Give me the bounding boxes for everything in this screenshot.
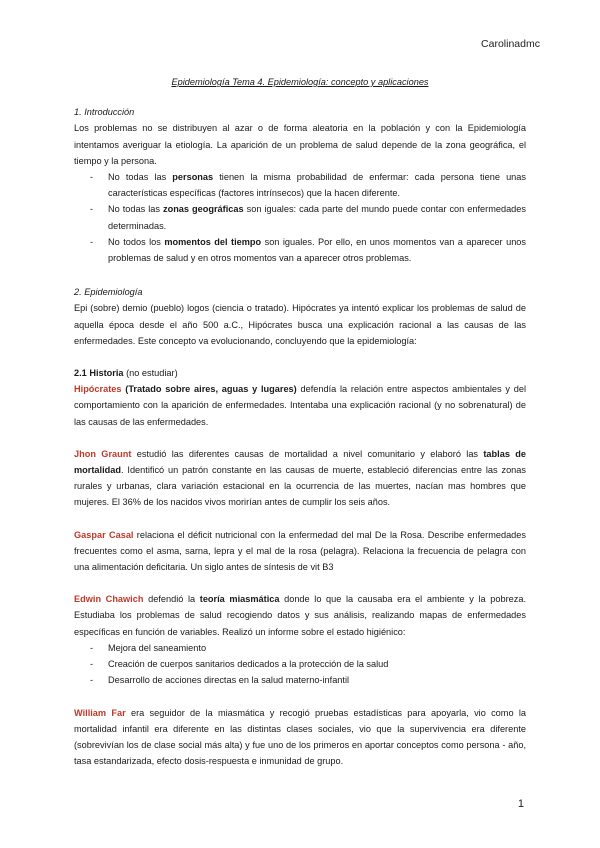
graunt-keyword: tablas de mortalidad xyxy=(74,448,526,476)
section-2-text: Epi (sobre) demio (pueblo) logos (ciencia o tratado). Hipócrates ya intentó explicar los problemas de salud de aquella época desde el año 500 a.C., Hipócrates busca una explicación racional a las causas de las enfermedades. Este concepto va evolucionando, concluyendo que la epidemiología: xyxy=(74,303,526,346)
header-author: Carolinadmc xyxy=(481,38,540,50)
item-keyword: momentos del tiempo xyxy=(164,236,262,247)
section-2-title: . Epidemiología xyxy=(79,287,143,298)
item-keyword: zonas geográficas xyxy=(162,204,244,215)
document-title: Epidemiología Tema 4. Epidemiología: concepto y aplicaciones xyxy=(171,77,429,87)
far-name: William Far xyxy=(74,707,126,718)
casal-paragraph xyxy=(74,527,526,576)
item-keyword: personas xyxy=(172,172,214,183)
item-text: No todas las xyxy=(108,172,173,183)
chawich-paragraph xyxy=(74,591,526,640)
graunt-paragraph xyxy=(74,446,526,511)
list-item xyxy=(74,169,526,201)
far-text: era seguidor de la miasmática y recogió pruebas estadísticas para apoyarla, vio como la mortalidad infantil era diferente en las distintas clases sociales, vio que la supervivencia era diferente (sobrevivían los de clase social más alta) y fue uno de los primeros en aportar conceptos como persona - año, tasa estandarizada, efecto dosis-respuesta e inmunidad de grupo. xyxy=(74,707,526,767)
list-item xyxy=(74,234,526,266)
chawich-text: donde lo que la causaba era el ambiente y la pobreza. Estudiaba los problemas de salud recogiendo datos y sus análisis, realizando mapas de enfermedades específicas en función de variables. Realizó un informe sobre el estado higiénico: xyxy=(74,594,527,637)
chawich-text: defendió la xyxy=(143,594,200,605)
item-text: tienen la misma probabilidad de enfermar: cada persona tiene unas características específicas (factores intrínsecos) que la hacen diferente. xyxy=(108,172,526,199)
chawich-list xyxy=(74,640,526,689)
list-item: - Desarrollo de acciones directas en la salud materno-infantil xyxy=(74,672,526,688)
section-2-number: 2 xyxy=(74,287,80,298)
chawich-name: Edwin Chawich xyxy=(74,594,144,605)
casal-name: Gaspar Casal xyxy=(74,529,134,540)
page-number: 1 xyxy=(517,798,524,810)
section-2-heading xyxy=(74,284,526,300)
item-text: son iguales: cada parte del mundo puede contar con enfermedades determinadas. xyxy=(108,204,526,231)
list-item xyxy=(74,201,526,233)
chawich-keyword: teoría miasmática xyxy=(199,594,280,605)
graunt-text: . Identificó un patrón constante en las causas de muerte, estableció diferencias entre las zonas rurales y urbanas, clara variación estacional en la ocurrencia de las muertes, nacían mas hombres que mujeres. El 36% de los nacidos vivos morirían antes de cumplir los seis años. xyxy=(74,465,526,508)
item-text: No todos los xyxy=(108,236,165,247)
hipocrates-text: defendía la relación entre aspectos ambientales y del comportamiento con la aparición de enfermedades. Intentaba una explicación racional (y no sobrenatural) de las causas de las enfermedades. xyxy=(74,384,526,427)
section-1-list xyxy=(74,169,526,266)
section-1-number: 1 xyxy=(74,107,80,118)
item-text: No todas las xyxy=(108,204,163,215)
far-paragraph xyxy=(74,705,526,770)
casal-text: relaciona el déficit nutricional con la enfermedad del mal De la Rosa. Describe enfermedades frecuentes como el asma, sarna, lepra y el mal de la rosa (pelagra). Relaciona la frecuencia de pelagra con una alimentación deficitaria. Un siglo antes de síntesis de vit B3 xyxy=(74,529,526,573)
section-2-1-heading xyxy=(74,365,526,381)
section-1-heading xyxy=(74,104,526,120)
item-text: son iguales. Por ello, en unos momentos van a aparecer unos problemas de salud y en otros momentos van a aparecer otros problemas. xyxy=(108,236,527,264)
hipocrates-name: Hipócrates xyxy=(74,384,122,395)
list-item: - Mejora del saneamiento xyxy=(74,640,526,656)
document-body xyxy=(74,70,526,769)
graunt-text: estudió las diferentes causas de mortalidad a nivel comunitario y elaboró las xyxy=(131,448,484,459)
section-1-title: . Introducción xyxy=(79,107,135,118)
hipocrates-paragraph xyxy=(74,381,526,430)
graunt-name: Jhon Graunt xyxy=(74,448,132,459)
section-2-1-title: 2.1 Historia xyxy=(74,368,124,379)
section-2-1-note: (no estudiar) xyxy=(123,368,178,379)
section-1-intro: Los problemas no se distribuyen al azar o de forma aleatoria en la población y con la Epidemiología intentamos averiguar la etiología. La aparición de un problema de salud depende de la zona geográfica, el tiempo y la persona. xyxy=(74,123,526,166)
list-item: - Creación de cuerpos sanitarios dedicados a la protección de la salud xyxy=(74,656,526,672)
hipocrates-work: (Tratado sobre aires, aguas y lugares) xyxy=(121,384,297,395)
